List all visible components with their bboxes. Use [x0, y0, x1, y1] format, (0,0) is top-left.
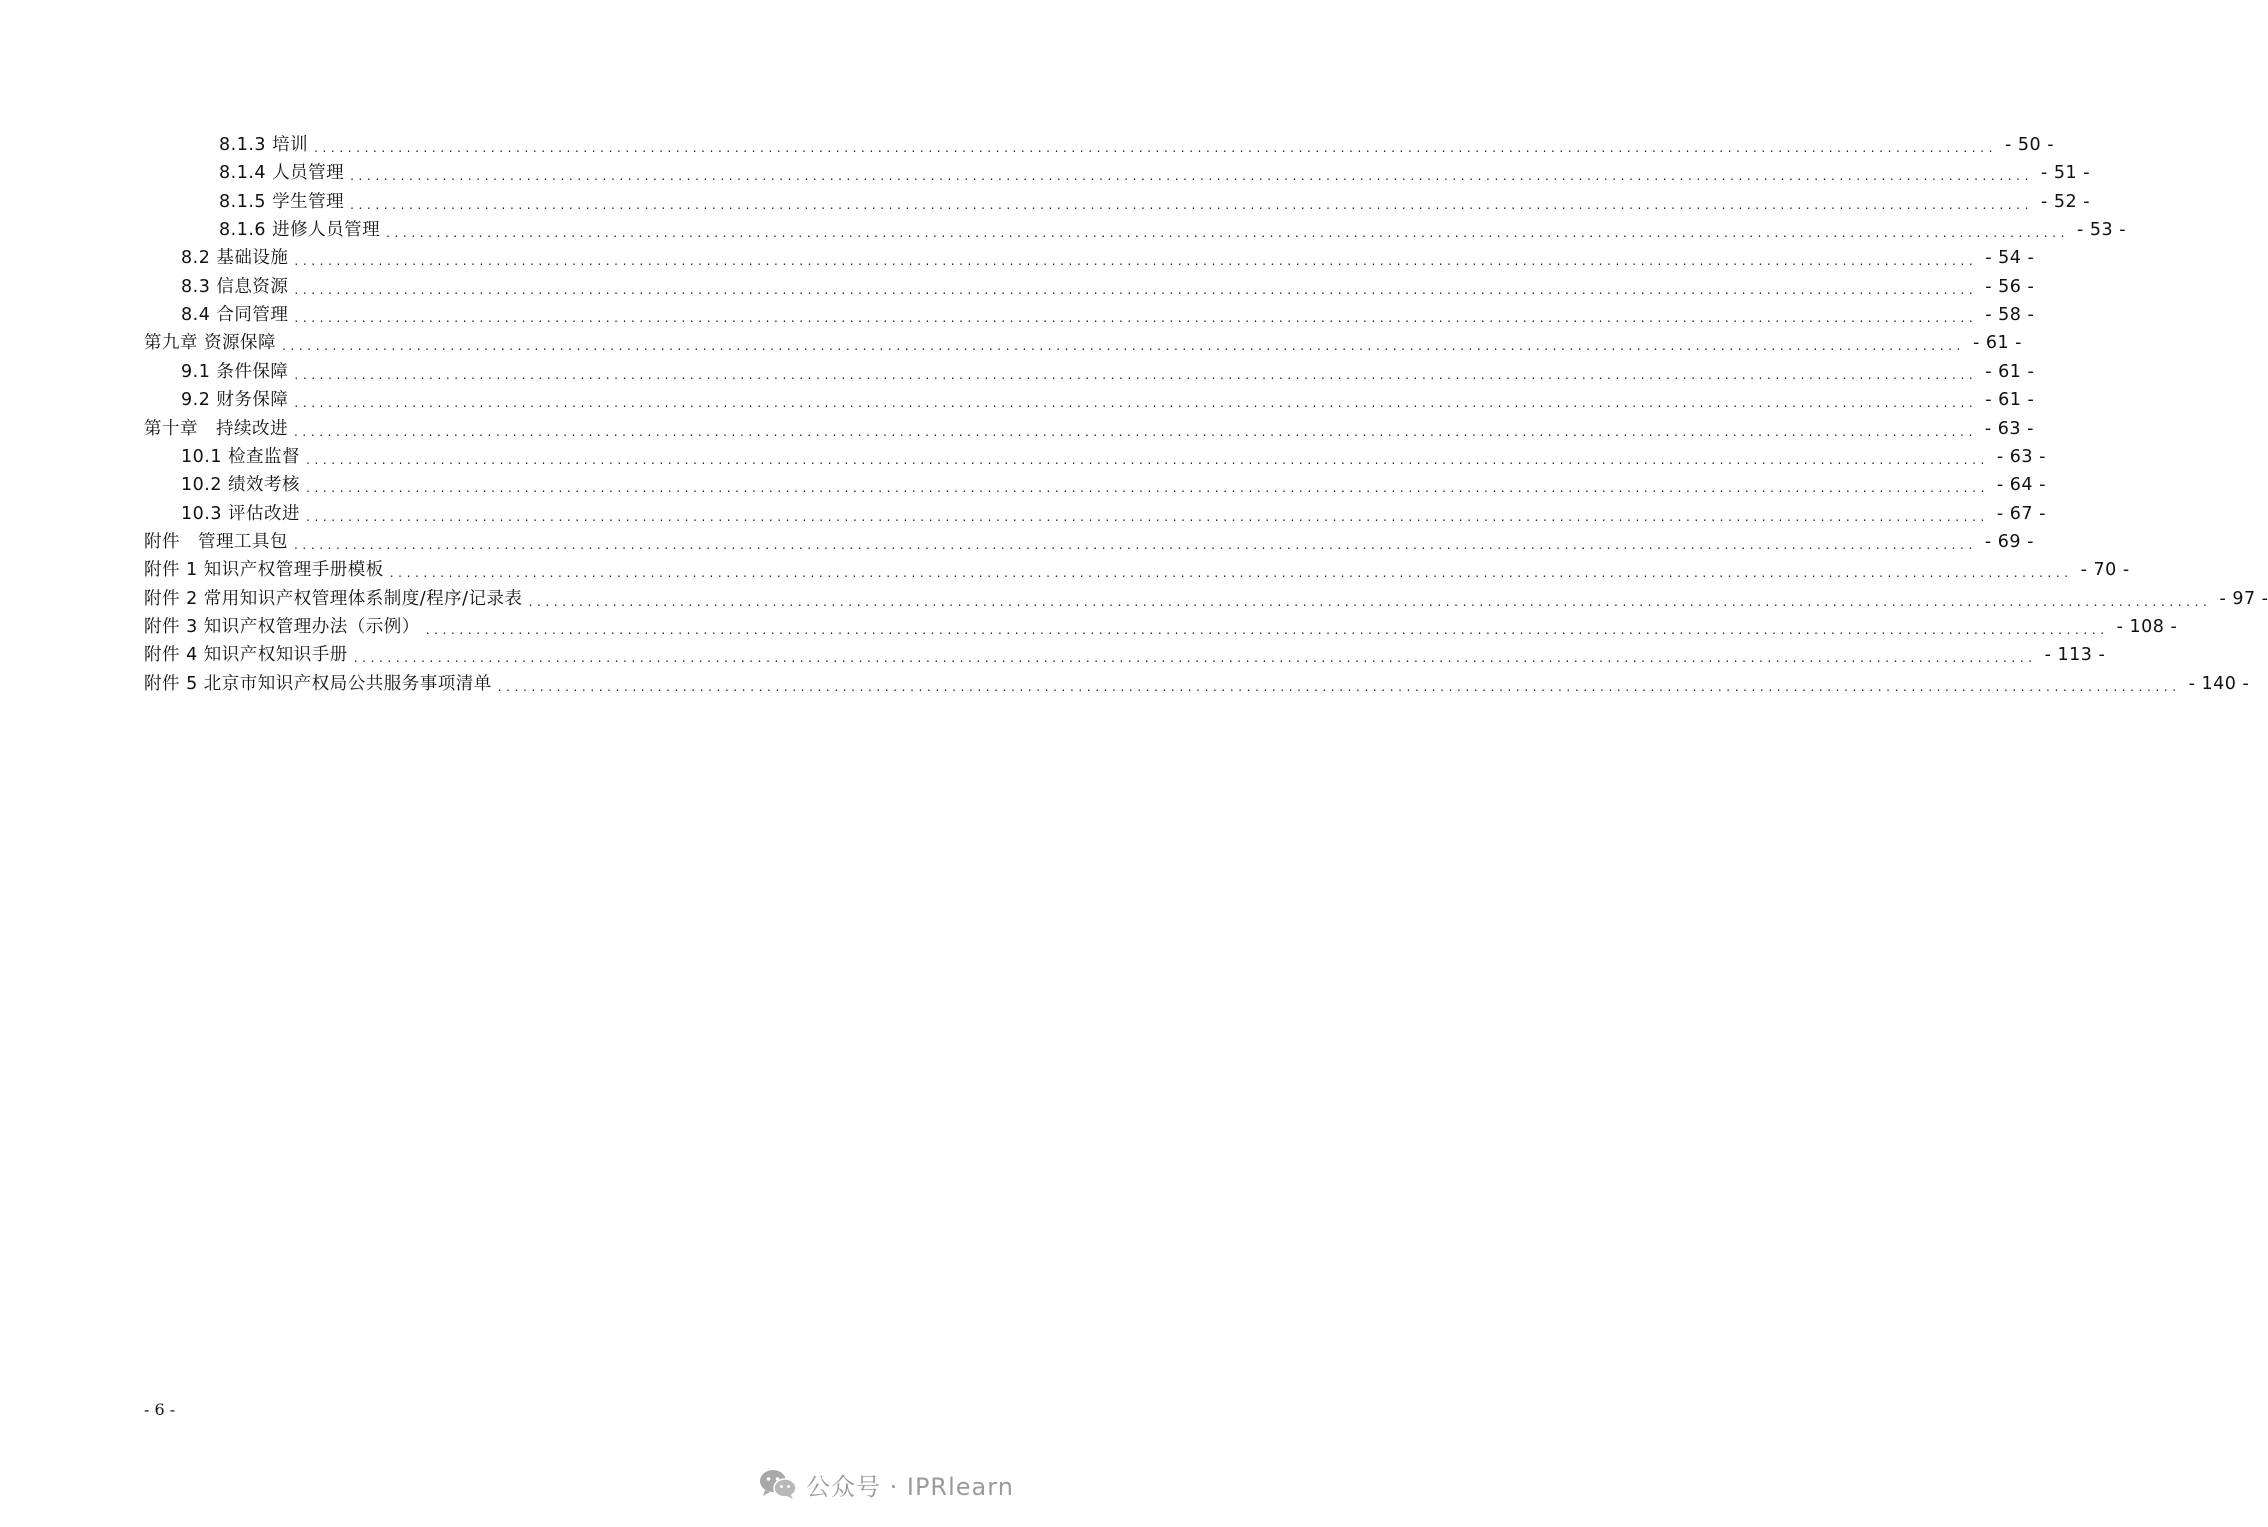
- toc-entry-label: 附件 管理工具包: [144, 531, 288, 552]
- toc-entry: [181, 358, 2035, 386]
- toc-dot-leader: ........................................................................................................................................................................................................: [314, 141, 1997, 155]
- toc-entry-label: 附件 4 知识产权知识手册: [144, 645, 348, 666]
- toc-entry-page: - 61 -: [1972, 333, 2022, 354]
- toc-dot-leader: ........................................................................................................................................................................................................: [294, 396, 1978, 411]
- toc-entry-label: 10.2 绩效考核: [181, 475, 301, 496]
- toc-entry-page: - 50 -: [2004, 135, 2055, 155]
- toc-dot-leader: ........................................................................................................................................................................................................: [294, 537, 1977, 552]
- toc-entry-label: 附件 5 北京市知识产权局公共服务事项清单: [144, 673, 492, 694]
- watermark-text: 公众号 · IPRlearn: [806, 1472, 1014, 1501]
- toc-entry: [144, 613, 2178, 641]
- toc-entry-label: 第九章 资源保障: [144, 333, 277, 354]
- toc-entry-page: - 63 -: [1984, 418, 2034, 439]
- toc-entry-page: - 51 -: [2040, 163, 2091, 184]
- toc-entry-page: - 63 -: [1996, 446, 2046, 467]
- toc-entry: [144, 670, 2250, 698]
- toc-dot-leader: ........................................................................................................................................................................................................: [425, 622, 2109, 637]
- toc-entry-page: - 113 -: [2044, 645, 2106, 666]
- toc-dot-leader: ........................................................................................................................................................................................................: [350, 169, 2033, 184]
- toc-entry: [144, 641, 2106, 669]
- toc-entry: [144, 556, 2130, 584]
- toc-entry: [181, 443, 2046, 471]
- toc-entry-page: - 64 -: [1996, 475, 2046, 496]
- toc-dot-leader: ........................................................................................................................................................................................................: [306, 452, 1989, 467]
- toc-entry: [181, 273, 2035, 301]
- toc-entry: [144, 329, 2022, 357]
- toc-entry-label: 附件 3 知识产权管理办法（示例）: [144, 616, 420, 637]
- toc-entry-page: - 97 -: [2219, 588, 2268, 609]
- toc-entry-label: 8.4 合同管理: [181, 305, 289, 326]
- toc-entry-label: 10.1 检查监督: [181, 446, 301, 467]
- wechat-icon: [758, 1468, 798, 1500]
- toc-entry-label: 8.1.6 进修人员管理: [219, 220, 381, 241]
- toc-entry: [181, 244, 2035, 272]
- toc-entry-page: - 70 -: [2080, 560, 2130, 581]
- toc-entry: [219, 188, 2091, 216]
- toc-entry: [219, 131, 2055, 159]
- toc-dot-leader: ........................................................................................................................................................................................................: [306, 481, 1989, 496]
- toc-dot-leader: ........................................................................................................................................................................................................: [294, 282, 1978, 297]
- toc-dot-leader: ........................................................................................................................................................................................................: [294, 311, 1978, 326]
- toc-entry-label: 9.1 条件保障: [181, 361, 289, 382]
- toc-entry-label: 第十章 持续改进: [144, 418, 288, 439]
- toc-entry-page: - 56 -: [1985, 276, 2035, 297]
- toc-entry-page: - 52 -: [2040, 191, 2091, 212]
- toc-dot-leader: ........................................................................................................................................................................................................: [386, 226, 2069, 241]
- toc-entry-label: 附件 1 知识产权管理手册模板: [144, 560, 384, 581]
- toc-entry: [181, 471, 2046, 499]
- toc-entry: [144, 415, 2034, 443]
- toc-entry-label: 8.1.3 培训: [219, 135, 309, 155]
- toc-entry-page: - 69 -: [1984, 531, 2034, 552]
- toc-entry: [144, 528, 2034, 556]
- toc-dot-leader: ........................................................................................................................................................................................................: [353, 651, 2037, 666]
- toc-entry-page: - 108 -: [2116, 616, 2178, 637]
- toc-entry-page: - 67 -: [1996, 503, 2046, 524]
- toc-entry-label: 8.1.5 学生管理: [219, 191, 345, 212]
- toc-entry: [181, 500, 2046, 528]
- toc-entry-page: - 61 -: [1985, 361, 2035, 382]
- page-number: - 6 -: [144, 1400, 176, 1419]
- toc-entry-page: - 58 -: [1985, 305, 2035, 326]
- toc-entry-page: - 54 -: [1985, 248, 2035, 269]
- toc-dot-leader: ........................................................................................................................................................................................................: [497, 679, 2181, 694]
- toc-entry: [144, 585, 2268, 613]
- toc-entry-label: 8.1.4 人员管理: [219, 163, 345, 184]
- toc-entry-page: - 140 -: [2188, 673, 2250, 694]
- toc-entry: [181, 386, 2035, 414]
- toc-dot-leader: ........................................................................................................................................................................................................: [294, 424, 1977, 439]
- toc-dot-leader: ........................................................................................................................................................................................................: [282, 339, 1965, 354]
- watermark: [758, 1466, 1014, 1502]
- toc-entry-label: 9.2 财务保障: [181, 390, 289, 411]
- toc-entry-label: 10.3 评估改进: [181, 503, 301, 524]
- toc-entry: [219, 216, 2127, 244]
- toc-entry: [181, 301, 2035, 329]
- toc-entry-label: 8.2 基础设施: [181, 248, 289, 269]
- toc-entry: [219, 159, 2091, 187]
- toc-entry-page: - 53 -: [2076, 220, 2127, 241]
- toc-entry-page: - 61 -: [1985, 390, 2035, 411]
- toc-dot-leader: ........................................................................................................................................................................................................: [294, 367, 1978, 382]
- toc-dot-leader: ........................................................................................................................................................................................................: [389, 566, 2073, 581]
- toc-entry-label: 8.3 信息资源: [181, 276, 289, 297]
- toc-dot-leader: ........................................................................................................................................................................................................: [528, 594, 2212, 609]
- toc-entry-label: 附件 2 常用知识产权管理体系制度/程序/记录表: [144, 588, 523, 609]
- toc-dot-leader: ........................................................................................................................................................................................................: [294, 254, 1978, 269]
- toc-dot-leader: ........................................................................................................................................................................................................: [350, 197, 2033, 212]
- toc-dot-leader: ........................................................................................................................................................................................................: [306, 509, 1989, 524]
